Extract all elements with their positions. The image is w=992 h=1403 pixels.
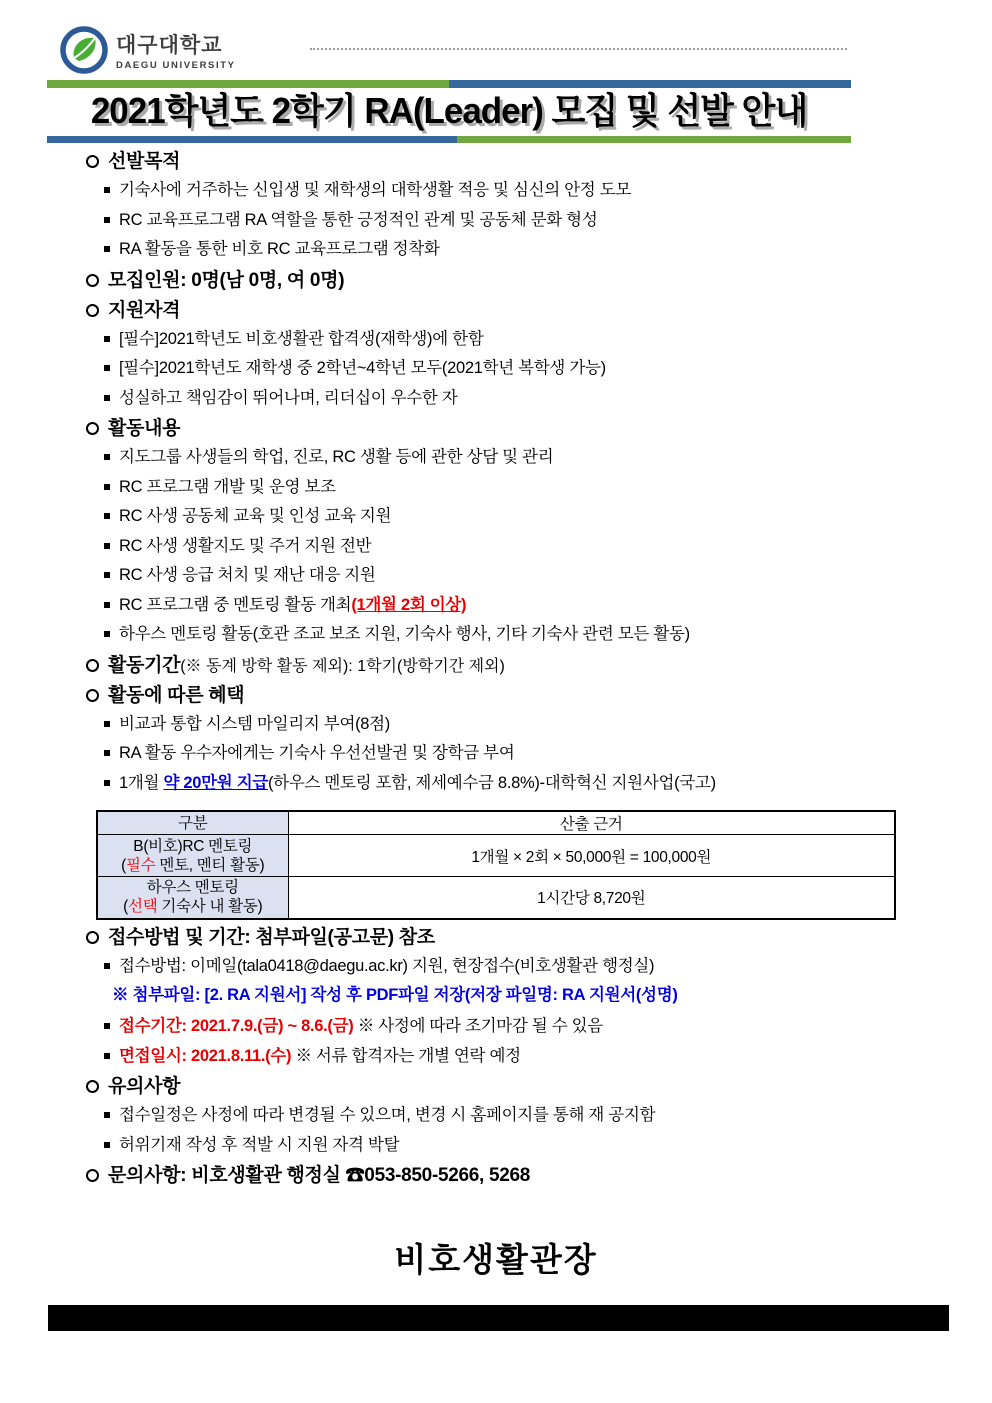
pay-post: (하우스 멘토링 포함, 제세예수금 8.8%)-대학혁신 지원사업(국고)	[267, 773, 716, 792]
list-item	[104, 180, 992, 210]
bullet-icon	[104, 1053, 110, 1059]
section-marker-icon	[86, 1080, 99, 1093]
list-item-deadline	[104, 1016, 992, 1046]
deadline-rest: ※ 사정에 따라 조기마감 될 수 있음	[353, 1017, 603, 1035]
bullet-text: RC 사생 생활지도 및 주거 지원 전반	[119, 536, 372, 555]
university-name-en: DAEGU UNIVERSITY	[116, 60, 236, 71]
section-heading-period	[86, 654, 992, 684]
bullet-text: RA 활동 우수자에게는 기숙사 우선선발권 및 장학금 부여	[119, 744, 515, 762]
mentoring-highlight: (1개월 2회 이상)	[351, 595, 467, 614]
list-item	[104, 477, 992, 507]
section-marker-icon	[86, 1169, 99, 1182]
section-heading-activities	[86, 417, 992, 447]
list-item	[104, 329, 992, 359]
deadline-red: 접수기간: 2021.7.9.(금) ~ 8.6.(금)	[119, 1017, 354, 1035]
bullet-icon	[104, 572, 110, 578]
section-marker-icon	[86, 155, 99, 168]
bullet-text: [필수]2021학년도 재학생 중 2학년~4학년 모두(2021학년 복학생 가능)	[119, 359, 606, 377]
heading-text: 접수방법 및 기간: 첨부파일(공고문) 참조	[108, 926, 435, 948]
bullet-icon	[104, 454, 110, 460]
table-header-basis: 산출 근거	[288, 811, 895, 835]
section-heading-purpose	[86, 150, 992, 180]
row-label-line2	[121, 857, 264, 874]
table-row	[97, 835, 895, 877]
table-row-value: 1개월 × 2회 × 50,000원 = 100,000원	[288, 835, 895, 877]
bullet-icon	[104, 602, 110, 608]
university-logo	[60, 26, 236, 74]
table-row-label	[97, 835, 288, 877]
bullet-icon	[104, 484, 110, 490]
title-top-bar	[47, 80, 851, 88]
bullet-text: 허위기재 작성 후 적발 시 지원 자격 박탈	[119, 1135, 400, 1154]
bullet-icon	[104, 631, 110, 637]
bullet-text: 하우스 멘토링 활동(호관 조교 보조 지원, 기숙사 행사, 기타 기숙사 관련 모든 활동)	[119, 625, 690, 643]
mentoring-text: RC 프로그램 중 멘토링 활동 개최	[119, 595, 352, 614]
section-marker-icon	[86, 274, 99, 287]
section-heading-notice	[86, 1075, 992, 1105]
heading-text: 문의사항: 비호생활관 행정실 ☎053-850-5266, 5268	[108, 1165, 531, 1186]
bullet-icon	[104, 187, 110, 193]
heading-rest-text: (※ 동계 방학 활동 제외): 1학기(방학기간 제외)	[180, 657, 505, 675]
pay-calculation-table	[96, 810, 896, 920]
attachment-note: ※ 첨부파일: [2. RA 지원서] 작성 후 PDF파일 저장(저장 파일명: RA 지원서(성명)	[112, 986, 678, 1004]
header-dotted-rule	[310, 48, 847, 50]
bullet-icon	[104, 365, 110, 371]
signature: 비호생활관장	[394, 1241, 598, 1278]
section-heading-recruit-count	[86, 269, 992, 299]
section-heading-apply	[86, 926, 992, 956]
bullet-icon	[104, 217, 110, 223]
row-label-line2	[123, 898, 262, 915]
list-item	[104, 506, 992, 536]
university-name: 대구대학교	[116, 34, 223, 57]
section-heading-benefits	[86, 684, 992, 714]
section-marker-icon	[86, 422, 99, 435]
bullet-text	[119, 773, 716, 793]
table-row	[97, 877, 895, 919]
heading-text: 선발목적	[108, 151, 181, 172]
bullet-text: RC 프로그램 개발 및 운영 보조	[119, 477, 336, 496]
bullet-icon	[104, 963, 110, 969]
bullet-icon	[104, 780, 110, 786]
bullet-icon	[104, 721, 110, 727]
bullet-icon	[104, 750, 110, 756]
section-heading-contact	[86, 1164, 992, 1194]
row-label-line1: 하우스 멘토링	[146, 879, 239, 897]
title-bottom-bar	[47, 136, 851, 143]
section-marker-icon	[86, 659, 99, 672]
pay-pre: 1개월	[119, 773, 164, 792]
section-heading-qualification	[86, 299, 992, 329]
bullet-icon	[104, 336, 110, 342]
list-item	[104, 447, 992, 477]
list-item-interview	[104, 1046, 992, 1076]
list-item	[104, 536, 992, 566]
heading-text: 모집인원: 0명(남 0명, 여 0명)	[108, 269, 345, 291]
bullet-icon	[104, 1023, 110, 1029]
row-label-line1: B(비호)RC 멘토링	[133, 837, 253, 855]
section-marker-icon	[86, 689, 99, 702]
list-item	[104, 743, 992, 773]
list-item	[104, 714, 992, 744]
list-item	[104, 956, 992, 986]
list-item	[104, 358, 992, 388]
heading-text: 활동에 따른 혜택	[108, 684, 245, 706]
section-marker-icon	[86, 304, 99, 317]
list-item	[104, 239, 992, 269]
list-item	[104, 1105, 992, 1135]
interview-rest: ※ 서류 합격자는 개별 연락 예정	[291, 1046, 521, 1065]
footer-black-bar	[48, 1305, 949, 1331]
table-row-value: 1시간당 8,720원	[288, 877, 895, 919]
bullet-text: RC 사생 응급 처치 및 재난 대응 지원	[119, 566, 376, 584]
heading-text: 활동기간	[108, 654, 181, 676]
list-item	[104, 388, 992, 418]
interview-red: 면접일시: 2021.8.11.(수)	[119, 1046, 292, 1065]
bullet-icon	[104, 395, 110, 401]
bullet-text: RA 활동을 통한 비호 RC 교육프로그램 정착화	[119, 240, 440, 258]
document-body	[0, 150, 992, 1194]
list-item-pay	[104, 773, 992, 803]
list-item	[104, 565, 992, 595]
logo-text-block	[116, 29, 236, 71]
bullet-text	[119, 1016, 603, 1036]
list-item	[104, 1135, 992, 1165]
bullet-text: [필수]2021학년도 비호생활관 합격생(재학생)에 한함	[119, 329, 484, 348]
bullet-text	[119, 595, 466, 615]
heading-text: 유의사항	[108, 1076, 181, 1097]
table-row-label	[97, 877, 288, 919]
bullet-text: 기숙사에 거주하는 신입생 및 재학생의 대학생활 적응 및 심신의 안정 도모	[119, 181, 632, 199]
table-header-category: 구분	[97, 811, 288, 835]
bullet-text	[119, 1046, 521, 1066]
table-header-row	[97, 811, 895, 835]
pay-highlight: 약 20만원 지급	[163, 773, 268, 792]
bullet-text: 비교과 통합 시스템 마일리지 부여(8점)	[119, 714, 390, 733]
bullet-text: 지도그룹 사생들의 학업, 진로, RC 생활 등에 관한 상담 및 관리	[119, 448, 554, 466]
bullet-text: RC 사생 공동체 교육 및 인성 교육 지원	[119, 507, 392, 525]
list-item	[104, 210, 992, 240]
bullet-icon	[104, 246, 110, 252]
heading-text: 활동내용	[108, 418, 181, 439]
list-item	[104, 624, 992, 654]
bullet-icon	[104, 1112, 110, 1118]
bullet-text: 접수방법: 이메일(tala0418@daegu.ac.kr) 지원, 현장접수(비호생활관 행정실)	[119, 956, 655, 975]
document-title: 2021학년도 2학기 RA(Leader) 모집 및 선발 안내	[90, 90, 808, 131]
bullet-icon	[104, 543, 110, 549]
bullet-icon	[104, 513, 110, 519]
row-label-red: 선택	[128, 898, 158, 916]
heading-text: 지원자격	[108, 299, 181, 321]
list-item-mentoring	[104, 595, 992, 625]
paren: (	[123, 898, 129, 916]
university-emblem-icon	[60, 26, 108, 74]
row-label-rest: 기숙사 내 활동)	[157, 898, 263, 916]
row-label-red: 필수	[126, 856, 156, 874]
bullet-text: RC 교육프로그램 RA 역할을 통한 긍정적인 관계 및 공동체 문화 형성	[119, 210, 598, 229]
paren: (	[121, 856, 127, 874]
section-marker-icon	[86, 931, 99, 944]
row-label-rest: 멘토, 멘티 활동)	[155, 856, 265, 874]
bullet-text: 성실하고 책임감이 뛰어나며, 리더십이 우수한 자	[119, 388, 458, 407]
bullet-icon	[104, 1142, 110, 1148]
bullet-text: 접수일정은 사정에 따라 변경될 수 있으며, 변경 시 홈페이지를 통해 재 공지함	[119, 1106, 656, 1124]
